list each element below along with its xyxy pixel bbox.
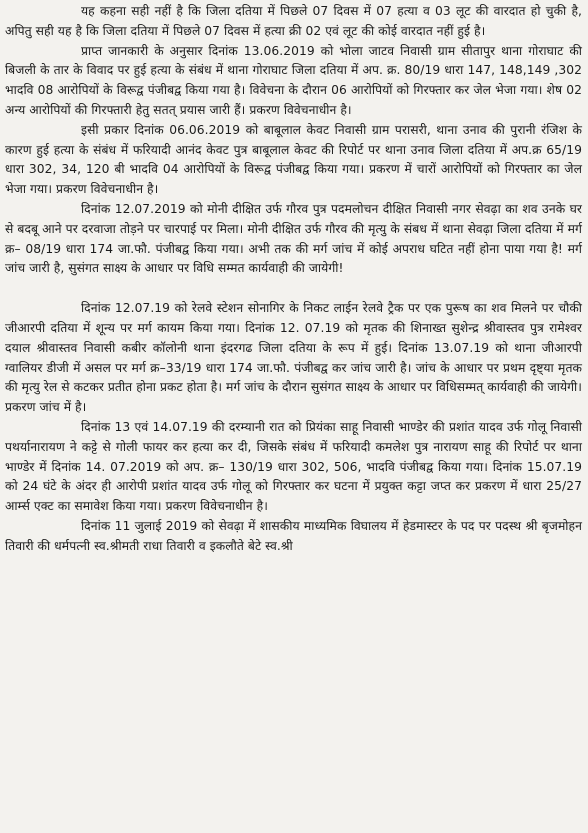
paragraph-tiwari-case: दिनांक 11 जुलाई 2019 को सेवढ़ा में शासकीय माध्यमिक विघालय में हेडमास्टर के पद पर पदस्थ श्री बृजमोहन तिवारी की धर्मपत्नी स्व.श्रीमती राधा तिवारी व इकलौते बेटे स्व.श्री (5, 518, 582, 553)
paragraph-babulal-kewat-case: इसी प्रकार दिनांक 06.06.2019 को बाबूलाल केवट निवासी ग्राम परासरी, थाना उनाव की पुरानी रंजिश के कारण हुई हत्या के संबंध में फरियादी आनंद केवट पुत्र बाबूलाल केवट की रिपोर्ट पर थाना उनाव जिला दतिया में अप.क्र 65/19 धारा 302, 34, 120 बी भादवि 04 आरोपियों के विरूद्व पंजीबद्व किया गया। प्रकरण में चारों आरोपियों को गिरफ्तार का जेल भेजा गया। प्रकरण विवेचनाधीन है। (5, 122, 582, 197)
paragraph-priyanka-sahu-case: दिनांक 13 एवं 14.07.19 की दरम्यानी रात को प्रियंका साहू निवासी भाण्डेर की प्रशांत यादव उर्फ गोलू निवासी पथर्यानारायण ने कट्टे से गोली फायर कर हत्या कर दी, जिसके संबंध में फरियादी कमलेश पुत्र नारायण साहू की रिपोर्ट पर थाना भाण्डेर में दिनांक 14. 07.2019 को अप. क्र– 130/19 धारा 302, 506, भादवि पंजीबद्व किया गया। दिनांक 15.07.19 को 24 घंटे के अंदर ही आरोपी प्रशांत यादव उर्फ गोलू को गिरफ्तार कर घटना में प्रयुक्त कट्टा जप्त कर प्रकरण में धारा 25/27 आर्म्स एक्ट का समावेश किया गया। प्रकरण विवेचनाधीन है। (5, 419, 582, 514)
paragraph-moni-dixit-case: दिनांक 12.07.2019 को मोनी दीक्षित उर्फ गौरव पुत्र पदमलोचन दीक्षित निवासी नगर सेवढ़ा का शव उनके घर से बदबू आने पर दरवाजा तोड़ने पर चारपाई पर मिला। मोनी दीक्षित उर्फ गौरव की मृत्यु के संबध में थाना सेवढ़ा जिला दतिया में मर्ग क्र– 08/19 धारा 174 जा.फौ. पंजीबद्व किया गया। अभी तक की मर्ग जांच में कोई अपराध घटित नहीं होना पाया गया है! मर्ग जांच जारी है, सुसंगत साक्ष्य के आधार पर विधि सम्मत कार्यवाही की जायेगी! (5, 201, 582, 276)
paragraph-bhola-jatav-case: प्राप्त जानकारी के अनुसार दिनांक 13.06.2019 को भोला जाटव निवासी ग्राम सीतापुर थाना गोराघाट की बिजली के तार के विवाद पर हुई हत्या के संबंध में थाना गोराघाट जिला दतिया में अप. क्र. 80/19 धारा 147, 148,149 ,302 भादवि 08 आरोपियों के विरूद्व पंजीबद्व किया गया है। विवेचना के दौरान 06 आरोपियों को गिरफ्तार कर जेल भेजा गया। शेष 02 अन्य आरोपियों की गिरफ्तारी हेतु सतत् प्रयास जारी हैं। प्रकरण विवेचनाधीन है। (5, 43, 582, 117)
paragraph-murder-count-denial: यह कहना सही नहीं है कि जिला दतिया में पिछले 07 दिवस में 07 हत्या व 03 लूट की वारदात हो चुकी है, अपितु सही यह है कि जिला दतिया में पिछले 07 दिवस में हत्या क्री 02 एवं लूट की कोई वारदात नहीं हुई है। (5, 4, 582, 38)
paragraph-railway-body-case: दिनांक 12.07.19 को रेलवे स्टेशन सोनागिर के निकट लाईन रेलवे ट्रैक पर एक पुरूष का शव मिलने पर चौकी जीआरपी दतिया में शून्य पर मर्ग कायम किया गया। दिनांक 12. 07.19 को मृतक की शिनाख्त सुशेन्द्र श्रीवास्तव पुत्र रामेश्वर दयाल श्रीवास्तव निवासी कबीर कॉलोनी थाना इंदरगढ जिला दतिया के रूप में हुई। दिनांक 13.07.19 को थाना जीआरपी ग्वालियर डीजी में असल पर मर्ग क्र–33/19 धारा 174 जा.फौ. पंजीबद्व कर जांच जारी है। जांच के आधार पर प्रथम दृष्ट्या मृतक की मृत्यु रेल से कटकर प्रतीत होना प्रकट होता है। मर्ग जांच के दौरान सुसंगत साक्ष्य के आधार पर विधिसम्मत् कार्यवाही की जायेगी। प्रकरण जांच में है। (5, 301, 582, 415)
